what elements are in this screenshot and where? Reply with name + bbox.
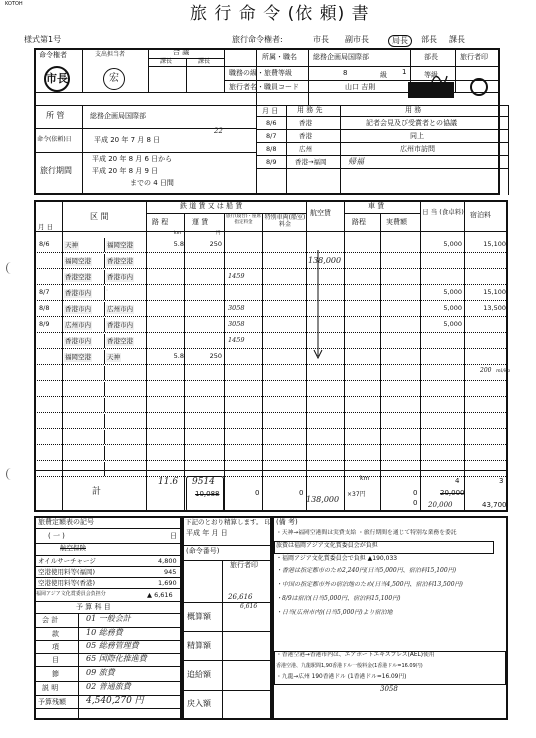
- expense-cell-from: 天神: [65, 241, 78, 249]
- consult-chief-1: 課長: [160, 58, 173, 65]
- expense-row-line: [34, 396, 508, 397]
- fee-row-label: 空港使用料等(福岡): [38, 568, 96, 576]
- expense-cell-to: 広州市内: [107, 305, 133, 313]
- expense-row-line: [34, 476, 508, 477]
- expense-row-line: [34, 412, 508, 413]
- expense-header-rail: 鉄 道 賃 又 は 船 賃: [180, 202, 243, 210]
- remarks-line: 旅費は福岡アジア文化賞委員会が負担: [276, 542, 378, 549]
- approver-mayor: 市長: [313, 35, 329, 44]
- remarks-line: 香港空港、九龍駅間1,90香港ドル一般料金(1香港ドル=16.09円): [276, 663, 423, 669]
- schedule-header-place: 用 務 先: [297, 106, 323, 114]
- payment-officer-label: 支出担当者: [95, 51, 126, 58]
- remarks-line: ・福岡アジア文化賞委員会で負担 ▲190,033: [276, 555, 398, 562]
- remarks-line: ・中国の指定都市外の宿泊地のため(日当4,500円、宿泊料13,500円): [276, 581, 463, 588]
- expense-cell-air: 138,000: [308, 256, 342, 265]
- budget-value: 02 普通旅費: [86, 682, 131, 691]
- air-route-arrow: [310, 246, 330, 366]
- route-divider: [104, 366, 105, 380]
- consult-label: 合 議: [173, 48, 190, 56]
- page-title: 旅 行 命 令 (依 頼) 書: [190, 4, 370, 24]
- schedule-row-purpose: 帰福: [348, 157, 364, 166]
- fee-row-value: 4,800: [158, 557, 177, 565]
- remarks-box: [274, 651, 506, 685]
- total-fare-hand: 9514: [192, 477, 215, 487]
- per-diem-days: 4: [455, 477, 460, 485]
- grade-unit: 級: [380, 71, 387, 79]
- schedule-row-purpose: 記者会見及び受賞者との協議: [366, 119, 457, 127]
- expense-cell-to: 香港市内: [107, 273, 133, 281]
- route-divider: [104, 430, 105, 444]
- expense-header-per-diem: 日 当 (食卓料): [422, 208, 464, 216]
- lodging-amount: 43,700: [482, 501, 507, 509]
- expense-cell-dist: 5.8: [173, 240, 184, 248]
- fee-code-label: 旅費定額表の記号: [38, 518, 94, 526]
- order-date-value: 平成 20 年 7 月 8 日: [94, 136, 161, 144]
- expense-row-line: [34, 332, 508, 333]
- route-divider: [104, 398, 105, 412]
- budget-value: 10 総務費: [86, 628, 123, 637]
- schedule-header-date: 月 日: [262, 107, 279, 115]
- fee-code-value: ( 一 ): [48, 532, 65, 540]
- expense-header-special: 旅行(寝台)・座席指定料金: [225, 214, 261, 225]
- approvers-label: 旅行命令権者:: [232, 35, 283, 44]
- budget-label: 款: [52, 630, 59, 638]
- unit-yen: 円: [216, 231, 221, 236]
- estimate-hand-2: 6,616: [240, 603, 258, 610]
- remarks-box: [274, 541, 494, 554]
- route-divider: [104, 350, 105, 364]
- schedule-header-purpose: 用 務: [405, 106, 422, 114]
- remarks-line: ・香港空港→香港市内は、エアポートエキスプレス(AEL)使用: [276, 652, 435, 658]
- route-divider: [104, 334, 105, 348]
- expense-cell-fare: 250: [209, 240, 222, 248]
- budget-label: 目: [52, 656, 59, 664]
- expense-row-line: [34, 380, 508, 381]
- lodging-note-2: ml/ka: [496, 368, 511, 374]
- expense-cell-to: 香港空港: [107, 257, 133, 265]
- schedule-row-place: 香港: [299, 132, 312, 140]
- unit-km: km: [174, 231, 181, 236]
- expense-cell-from: 福岡空港: [65, 353, 91, 361]
- expense-cell-per_diem: 5,000: [443, 304, 462, 312]
- affiliation-value: 総務企画局国際部: [313, 53, 369, 61]
- fee-row-label: 航空保険: [60, 544, 86, 552]
- expense-cell-lodging: 15,100: [483, 240, 506, 248]
- grade-label: 職務の級・旅費等級: [229, 69, 292, 77]
- remarks-line: ・8/9は宿泊(日当5,000円、宿泊料15,100円): [276, 595, 401, 602]
- settlement-seal-label: 旅行者印: [230, 561, 258, 569]
- expense-header-distance: 路 程: [152, 218, 169, 226]
- expense-cell-special: 3058: [228, 320, 245, 328]
- expense-cell-per_diem: 5,000: [443, 240, 462, 248]
- receipt-note: 下記のとおり精算します。 印: [185, 518, 272, 526]
- settlement-label: 精算額: [187, 641, 211, 650]
- totals-label: 計: [92, 487, 102, 497]
- route-divider: [104, 302, 105, 316]
- route-divider: [104, 254, 105, 268]
- expense-header-lodging: 宿泊料: [470, 211, 491, 219]
- expense-cell-from: 福岡空港: [65, 257, 91, 265]
- expense-row-line: [34, 284, 508, 285]
- expense-cell-special: 1459: [228, 336, 245, 344]
- expense-header-car-distance: 路程: [352, 218, 366, 226]
- approver-section-chief: 課長: [449, 35, 465, 44]
- remarks-label: (備 考): [276, 518, 298, 526]
- traveler-seal-label: 旅行者印: [460, 53, 488, 61]
- budget-label: 節: [52, 670, 59, 678]
- remarks-line: ・香港は指定都市のため2,240円(日当5,000円、宿泊料15,100円): [276, 567, 457, 574]
- total-car-actual: 0: [413, 489, 418, 497]
- expense-row-line: [34, 428, 508, 429]
- expense-cell-fare: 250: [209, 352, 222, 360]
- expense-header-car: 車 賃: [368, 202, 385, 210]
- expense-cell-date: 8/6: [39, 240, 50, 248]
- expense-cell-from: 香港市内: [65, 337, 91, 345]
- expense-cell-special: 3058: [228, 304, 245, 312]
- expense-row-line: [34, 300, 508, 301]
- schedule-row-place: 香港: [299, 119, 312, 127]
- expense-header-fare: 運 賃: [192, 218, 209, 226]
- expense-cell-per_diem: 5,000: [443, 288, 462, 296]
- expense-cell-special: 1459: [228, 272, 245, 280]
- schedule-row-purpose: 広州市訪問: [400, 145, 435, 153]
- expense-cell-from: 香港市内: [65, 289, 91, 297]
- lodging-nights: 3: [499, 477, 504, 485]
- budget-value: 4,540,270 円: [86, 696, 144, 706]
- expense-cell-lodging: 15,100: [483, 288, 506, 296]
- schedule-row-date: 8/8: [266, 145, 277, 153]
- remarks-line: ・天神→福岡空港間は実費支給 ・旅行期間を通じて特別な業務を委託: [276, 530, 457, 536]
- total-express: 0: [299, 489, 304, 497]
- estimate-hand: 26,616: [228, 593, 253, 601]
- schedule-row-date: 8/6: [266, 119, 277, 127]
- route-divider: [104, 462, 105, 476]
- traveler-seal-stamp: [470, 78, 488, 96]
- jurisdiction-label: 所 管: [46, 111, 65, 120]
- approver-director: 局長: [388, 35, 412, 47]
- schedule-row-place: 広州: [299, 145, 312, 153]
- affiliation-label: 所属・職名: [262, 53, 297, 61]
- expense-cell-to: [106, 289, 108, 291]
- traveler-name: 山口 吉則: [345, 83, 376, 91]
- expense-header-car-actual: 実費額: [386, 218, 407, 226]
- expense-row-line: [34, 364, 508, 365]
- expense-cell-from: 香港空港: [65, 273, 91, 281]
- order-date-label: 命令(依頼)日: [37, 136, 72, 143]
- fee-code-unit: 日: [170, 532, 177, 540]
- period-from: 平成 20 年 8 月 6 日から: [92, 155, 173, 163]
- fee-row-label: オイルサーチャージ: [38, 557, 96, 565]
- route-divider: [104, 238, 105, 252]
- approver-dept-head: 部長: [421, 35, 437, 44]
- total-fare: 10,088: [195, 490, 220, 498]
- route-divider: [104, 414, 105, 428]
- budget-value: 01 一般会計: [86, 614, 131, 623]
- route-divider: [104, 270, 105, 284]
- fee-row-value: 945: [164, 568, 177, 576]
- dept-head-signature: [430, 70, 448, 88]
- jurisdiction-value: 総務企画局国際部: [90, 112, 146, 120]
- budget-label: 説 明: [42, 684, 59, 692]
- order-number: (命令番号): [186, 547, 220, 555]
- expense-cell-per_diem: 5,000: [443, 320, 462, 328]
- expense-cell-date: 8/7: [39, 288, 50, 296]
- additional-label: 追給額: [187, 670, 211, 679]
- form-number: 様式第1号: [24, 35, 62, 44]
- expense-cell-from: 香港市内: [65, 305, 91, 313]
- expense-row-line: [34, 460, 508, 461]
- fee-row-label: 空港使用料等(香港): [38, 579, 96, 587]
- lodging-note: 200: [480, 367, 492, 374]
- orderer-seal-stamp: 市長: [44, 66, 70, 92]
- total-car-multiplier: ×37円: [347, 491, 366, 498]
- remarks-hand-3058: 3058: [380, 685, 398, 693]
- budget-label: 項: [52, 643, 59, 651]
- route-divider: [104, 286, 105, 300]
- per-diem-stamp: 20,000: [428, 501, 453, 509]
- expense-row-line: [34, 316, 508, 317]
- budget-title: 予 算 科 目: [76, 603, 111, 611]
- consult-chief-2: 課長: [198, 58, 211, 65]
- expense-header-day: 月 日: [38, 223, 54, 231]
- period-label: 旅行期間: [40, 166, 72, 175]
- budget-label: 予算残額: [38, 698, 66, 706]
- expense-row-line: [34, 444, 508, 445]
- schedule-row-date: 8/9: [266, 158, 277, 166]
- expense-header-route: 区 間: [90, 212, 109, 221]
- refund-label: 戻入額: [187, 699, 211, 708]
- orderer-label: 命令権者: [39, 51, 67, 59]
- estimate-label: 概算額: [187, 612, 211, 621]
- expense-cell-to: 香港空港: [107, 337, 133, 345]
- expense-header-air: 航空賃: [310, 209, 331, 217]
- approver-vice-mayor: 副市長: [345, 35, 369, 44]
- total-car-zero: 0: [413, 499, 418, 507]
- expense-cell-date: 8/9: [39, 320, 50, 328]
- total-distance: 11.6: [158, 477, 179, 487]
- fee-row-value: 1,690: [158, 579, 177, 587]
- expense-header-express: 特別車両(船室)料金: [264, 214, 306, 228]
- period-total: までの 4 日間: [130, 179, 174, 187]
- budget-label: 会 計: [42, 616, 59, 624]
- corner-code: KOTOH: [5, 1, 23, 7]
- route-divider: [104, 318, 105, 332]
- tier-unit: 等級: [424, 71, 438, 79]
- expense-cell-dist: 5.8: [173, 352, 184, 360]
- order-date-hand-note: 22: [214, 127, 223, 135]
- tier-value: 1: [402, 68, 407, 76]
- total-special: 0: [255, 489, 260, 497]
- expense-row-line: [34, 252, 508, 253]
- fee-row-label: 福岡アジア文化賞委員会負担分: [36, 591, 106, 597]
- dept-head-label: 部長: [424, 53, 438, 61]
- budget-value: 65 国際化推進費: [86, 654, 147, 663]
- schedule-row-purpose: 同上: [410, 132, 424, 140]
- expense-cell-lodging: 13,500: [483, 304, 506, 312]
- expense-cell-to: 福岡空港: [107, 241, 133, 249]
- expense-cell-to: 天神: [107, 353, 120, 361]
- payment-officer-seal: 宏: [103, 68, 125, 90]
- expense-cell-date: 8/8: [39, 304, 50, 312]
- route-divider: [104, 382, 105, 396]
- budget-value: 05 総務管理費: [86, 641, 139, 650]
- grade-value: 8: [343, 69, 348, 77]
- per-diem-amount: 20,000: [440, 489, 465, 497]
- binder-hole: [6, 468, 16, 480]
- expense-row-line: [34, 268, 508, 269]
- remarks-line: ・日当(広州市内)(日当5,000円)より宿泊地: [276, 609, 393, 616]
- expense-cell-to: 香港市内: [107, 321, 133, 329]
- remarks-line: ・九龍→広州 190香港ドル (1香港ドル=16.09円): [276, 674, 407, 680]
- route-divider: [104, 446, 105, 460]
- expense-row-line: [34, 348, 508, 349]
- traveler-label: 旅行者名・職員コード: [229, 83, 299, 91]
- period-to: 平成 20 年 8 月 9 日: [92, 167, 159, 175]
- expense-cell-from: 広州市内: [65, 321, 91, 329]
- settlement-date: 平成 年 月 日: [186, 529, 228, 537]
- fee-row-value: ▲ 6,616: [147, 591, 173, 599]
- binder-hole: [6, 262, 16, 274]
- total-car-km: km: [360, 475, 370, 482]
- budget-value: 09 旅費: [86, 668, 115, 677]
- schedule-row-place: 香港→福岡: [295, 158, 327, 166]
- total-air: 138,000: [306, 495, 340, 504]
- schedule-row-date: 8/7: [266, 132, 277, 140]
